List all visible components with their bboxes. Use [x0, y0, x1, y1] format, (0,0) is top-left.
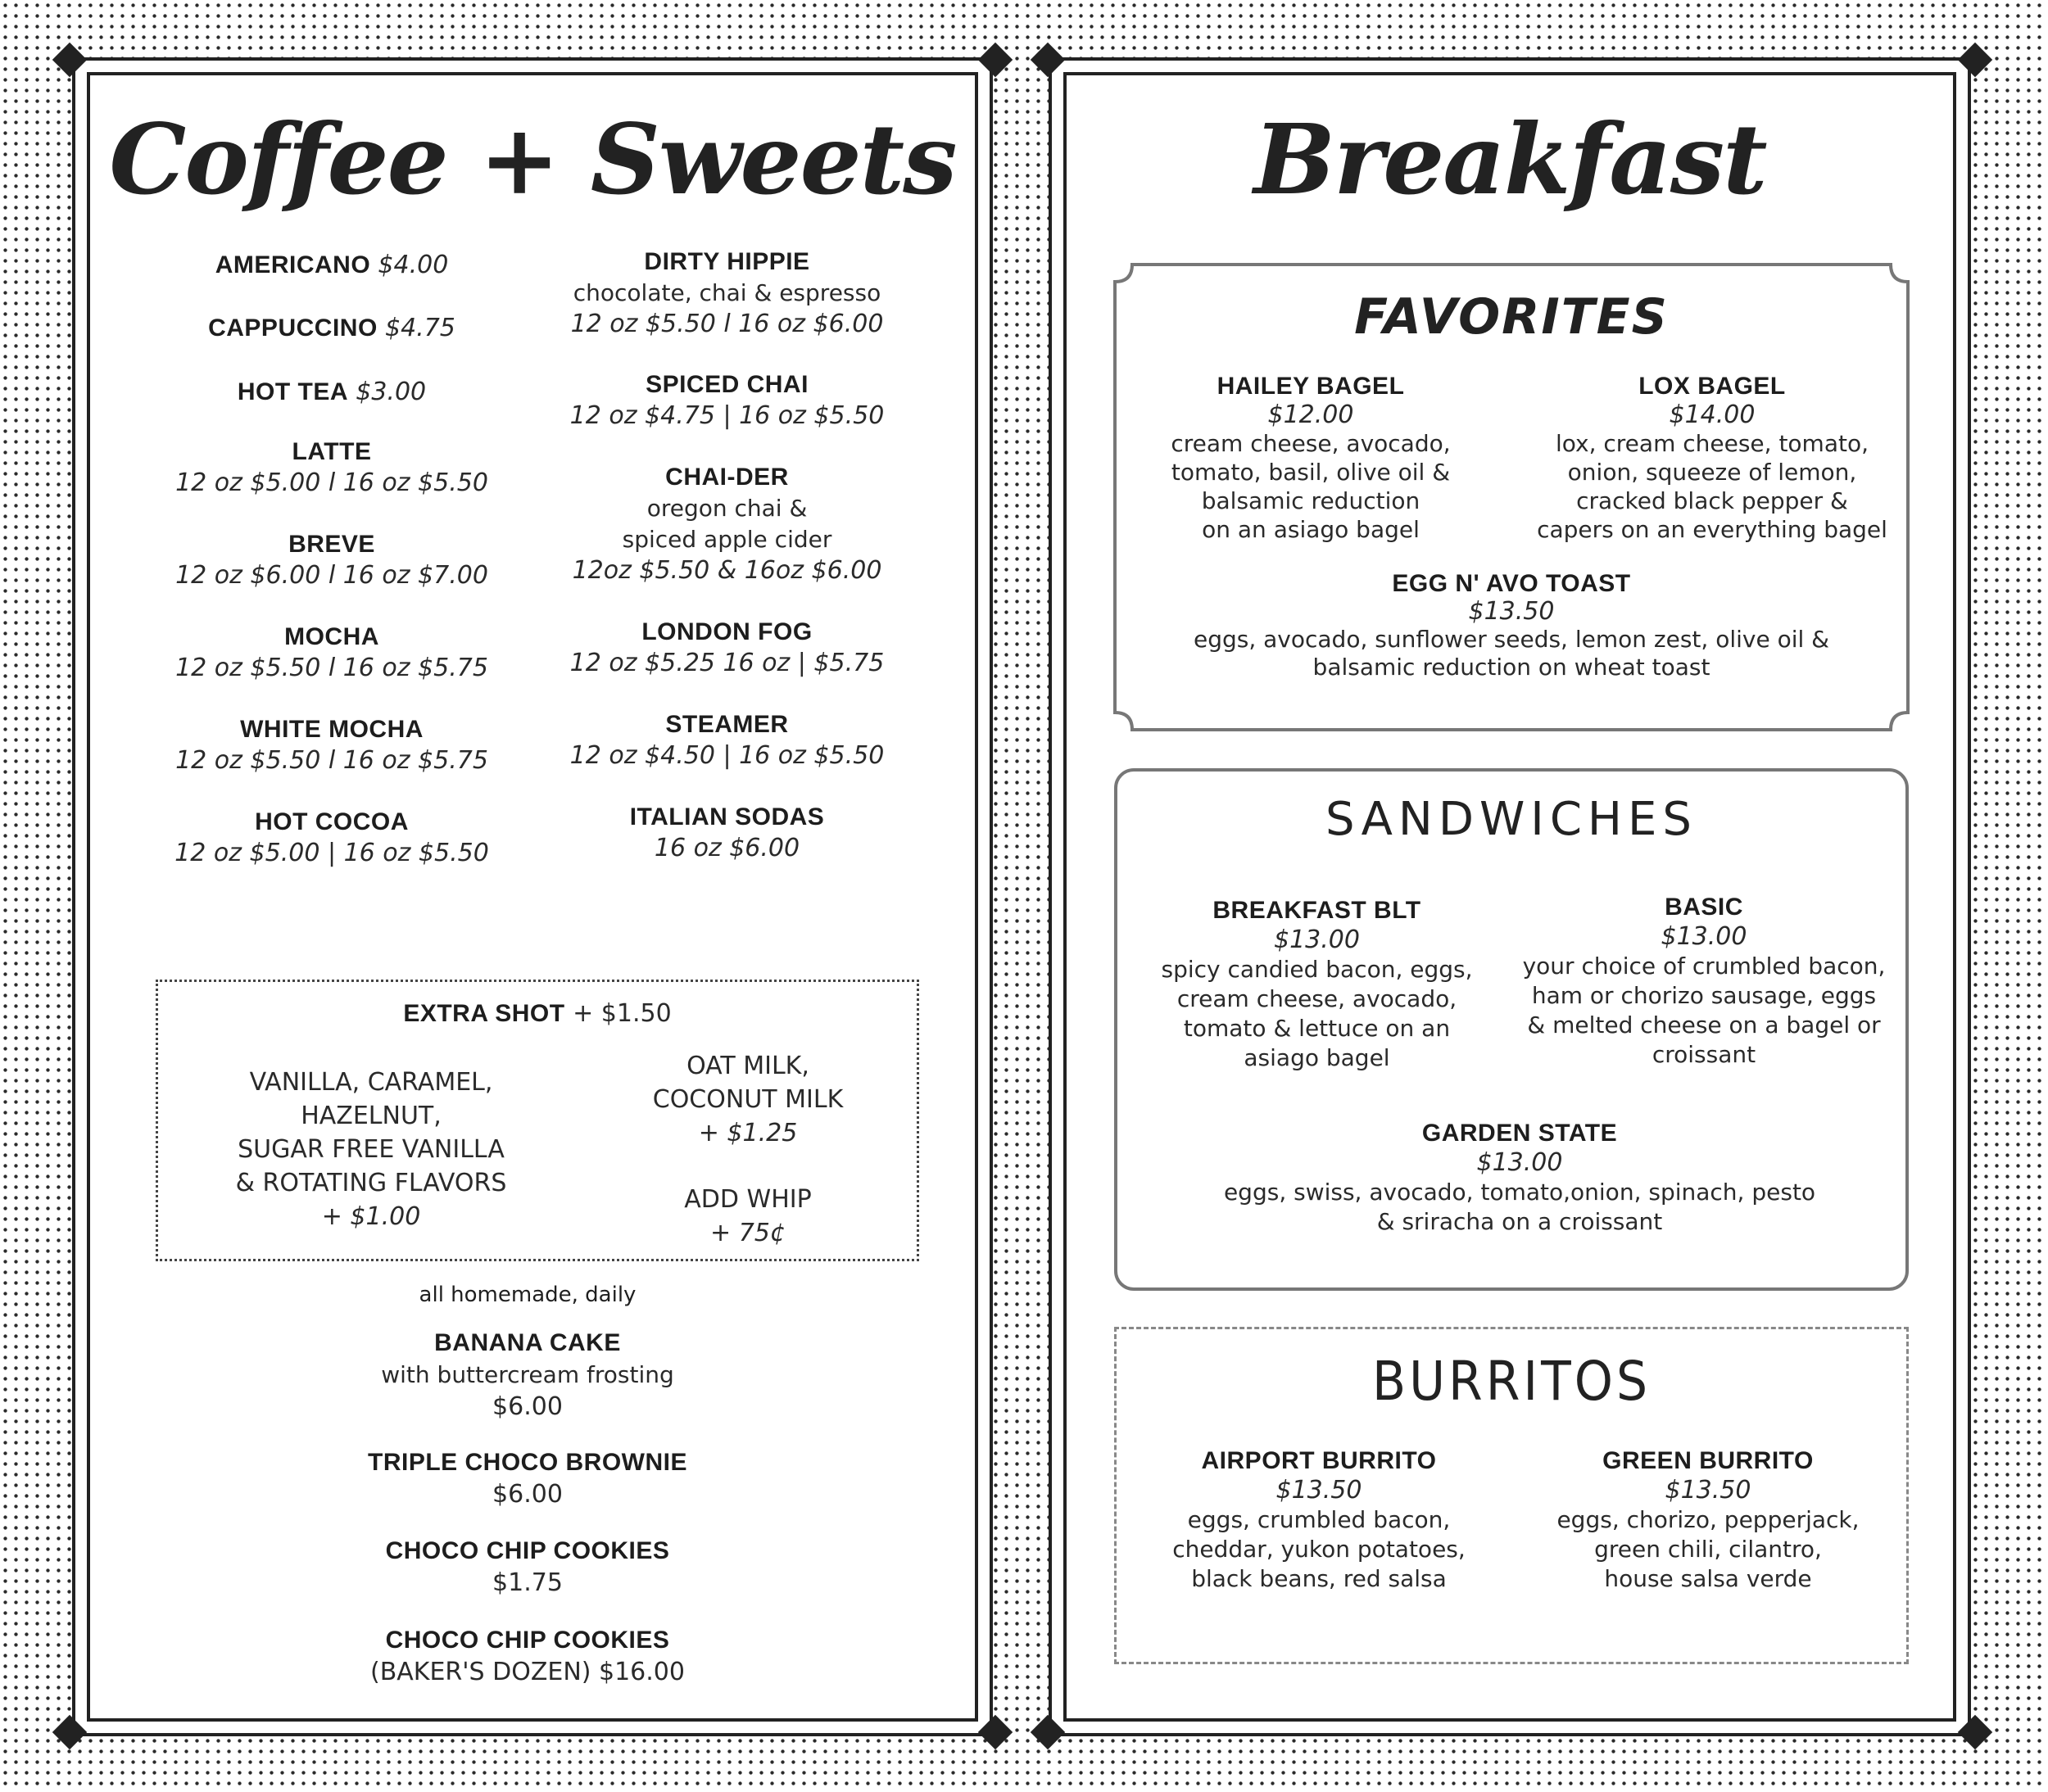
menu-item — [524, 709, 930, 772]
item-price: 12 oz $5.50 l 16 oz $5.75 — [175, 654, 488, 682]
item-name: HAILEY BAGEL — [1217, 373, 1405, 400]
item-price: 12 oz $5.00 l 16 oz $5.50 — [175, 468, 488, 497]
favorite-item — [1524, 372, 1901, 544]
sweet-price: (BAKER'S DOZEN) $16.00 — [370, 1658, 685, 1686]
extra-shot-price: + $1.50 — [573, 999, 672, 1028]
item-price: 12 oz $5.50 l 16 oz $6.00 — [570, 310, 884, 338]
item-desc: black beans, red salsa — [1191, 1565, 1447, 1592]
sandwich-item — [1130, 1119, 1909, 1237]
milk-line: OAT MILK, — [686, 1052, 809, 1080]
item-desc: spiced apple cider — [622, 526, 832, 553]
sweets-note: all homemade, daily — [419, 1283, 637, 1307]
item-price: 12 oz $5.50 l 16 oz $5.75 — [175, 746, 488, 775]
flavor-addons — [191, 1066, 551, 1233]
item-desc: chocolate, chai & espresso — [573, 279, 881, 306]
breakfast-title: Breakfast — [1253, 102, 1766, 216]
item-price: 12 oz $4.50 | 16 oz $5.50 — [569, 741, 885, 770]
sweet-name: BANANA CAKE — [434, 1329, 621, 1356]
item-price: $4.75 — [385, 314, 455, 342]
menu-item — [524, 617, 930, 679]
milk-line: COCONUT MILK — [652, 1085, 844, 1114]
flavor-line: SUGAR FREE VANILLA — [238, 1135, 505, 1164]
item-name: LONDON FOG — [641, 618, 813, 645]
item-name: GREEN BURRITO — [1602, 1447, 1814, 1474]
item-desc: eggs, crumbled bacon, — [1187, 1506, 1451, 1533]
favorites-title: FAVORITES — [1354, 288, 1669, 346]
item-price: 12 oz $5.00 | 16 oz $5.50 — [174, 839, 489, 867]
whip-label: ADD WHIP — [684, 1185, 812, 1214]
sandwich-item — [1516, 893, 1892, 1070]
menu-item — [524, 369, 930, 432]
extra-shot-name: EXTRA SHOT — [403, 1000, 565, 1027]
item-desc: asiago bagel — [1244, 1044, 1390, 1071]
item-name: AMERICANO — [215, 251, 371, 278]
item-desc: eggs, swiss, avocado, tomato,onion, spinach, pesto — [1223, 1179, 1816, 1206]
item-name: DIRTY HIPPIE — [644, 248, 810, 275]
item-desc: spicy candied bacon, eggs, — [1161, 956, 1473, 983]
item-name: BREAKFAST BLT — [1212, 897, 1421, 924]
item-desc: cracked black pepper & — [1576, 487, 1848, 514]
item-desc: & sriracha on a croissant — [1376, 1208, 1663, 1235]
item-desc: oregon chai & — [646, 495, 808, 522]
item-desc: on an asiago bagel — [1202, 516, 1420, 543]
item-price: 12oz $5.50 & 16oz $6.00 — [572, 556, 882, 585]
item-desc: balsamic reduction on wheat toast — [1312, 654, 1710, 681]
item-name: SPICED CHAI — [646, 371, 809, 398]
flavor-line: & ROTATING FLAVORS — [235, 1169, 507, 1197]
menu-item — [524, 247, 930, 340]
item-name: LOX BAGEL — [1638, 373, 1786, 400]
item-name: STEAMER — [665, 711, 789, 738]
item-desc: tomato, basil, olive oil & — [1171, 459, 1451, 486]
menu-item — [131, 529, 532, 591]
sweet-item — [318, 1624, 737, 1688]
menu-item — [131, 249, 532, 281]
item-price: $13.00 — [1476, 1148, 1563, 1177]
burrito-item — [1532, 1446, 1884, 1594]
item-name: LATTE — [292, 438, 372, 465]
flavor-line: HAZELNUT, — [301, 1102, 442, 1130]
menu-item — [131, 622, 532, 684]
sweet-price: $1.75 — [492, 1568, 563, 1597]
coffee-sweets-title: Coffee + Sweets — [109, 102, 956, 216]
item-desc: balsamic reduction — [1201, 487, 1420, 514]
sweet-item — [318, 1327, 737, 1423]
item-desc: eggs, chorizo, pepperjack, — [1556, 1506, 1860, 1533]
item-desc: your choice of crumbled bacon, — [1522, 953, 1886, 980]
item-desc: cream cheese, avocado, — [1171, 430, 1451, 457]
item-desc: eggs, avocado, sunflower seeds, lemon zest, olive oil & — [1193, 626, 1830, 653]
item-price: $12.00 — [1267, 400, 1354, 429]
sweet-name: TRIPLE CHOCO BROWNIE — [368, 1449, 687, 1476]
item-desc: & melted cheese on a bagel or — [1527, 1011, 1881, 1039]
item-price: 12 oz $6.00 l 16 oz $7.00 — [175, 561, 488, 590]
item-name: ITALIAN SODAS — [629, 803, 825, 830]
burritos-title: BURRITOS — [1371, 1350, 1652, 1414]
burrito-item — [1147, 1446, 1491, 1594]
flavor-line: VANILLA, CARAMEL, — [249, 1068, 493, 1097]
favorite-item — [1130, 570, 1892, 681]
item-price: $14.00 — [1669, 400, 1756, 429]
item-desc: tomato & lettuce on an — [1183, 1015, 1451, 1042]
menu-item — [131, 807, 532, 869]
favorite-item — [1147, 372, 1475, 544]
milk-addons — [617, 1049, 879, 1250]
item-price: $13.50 — [1275, 1476, 1362, 1505]
flavor-price: + $1.00 — [321, 1202, 421, 1231]
sandwich-item — [1147, 896, 1487, 1073]
sandwiches-title: SANDWICHES — [1325, 793, 1697, 846]
item-name: HOT TEA — [237, 378, 349, 405]
sweet-item — [318, 1535, 737, 1599]
item-price: $13.50 — [1665, 1476, 1751, 1505]
item-desc: lox, cream cheese, tomato, — [1555, 430, 1869, 457]
item-price: $13.00 — [1274, 925, 1360, 954]
sweet-price: $6.00 — [492, 1480, 563, 1509]
menu-item — [131, 376, 532, 408]
item-price: $13.50 — [1468, 597, 1555, 626]
item-name: HOT COCOA — [255, 808, 409, 835]
item-desc: house salsa verde — [1604, 1565, 1812, 1592]
item-name: CAPPUCCINO — [208, 315, 378, 342]
item-desc: cheddar, yukon potatoes, — [1172, 1536, 1466, 1563]
menu-item — [131, 437, 532, 499]
item-price: 16 oz $6.00 — [654, 834, 800, 862]
item-name: WHITE MOCHA — [240, 716, 424, 743]
item-name: BASIC — [1665, 894, 1743, 921]
item-name: GARDEN STATE — [1421, 1120, 1618, 1147]
item-name: MOCHA — [284, 623, 379, 650]
item-price: $3.00 — [356, 378, 427, 406]
addons-box — [156, 980, 919, 1261]
item-price: $13.00 — [1661, 922, 1747, 951]
item-price: 12 oz $4.75 | 16 oz $5.50 — [569, 401, 885, 430]
item-desc: cream cheese, avocado, — [1176, 985, 1457, 1012]
menu-item — [524, 802, 930, 864]
menu-item — [131, 714, 532, 776]
sweet-item — [318, 1446, 737, 1510]
item-desc: green chili, cilantro, — [1594, 1536, 1822, 1563]
sweet-name: CHOCO CHIP COOKIES — [385, 1537, 670, 1564]
whip-price: + 75¢ — [710, 1219, 786, 1247]
item-name: AIRPORT BURRITO — [1201, 1447, 1437, 1474]
item-name: CHAI-DER — [665, 464, 789, 491]
item-desc: onion, squeeze of lemon, — [1567, 459, 1857, 486]
item-name: EGG N' AVO TOAST — [1392, 570, 1631, 597]
menu-item — [524, 462, 930, 586]
item-desc: capers on an everything bagel — [1537, 516, 1887, 543]
menu-item — [131, 312, 532, 344]
item-price: $4.00 — [378, 251, 449, 279]
sweet-name: CHOCO CHIP COOKIES — [385, 1627, 670, 1654]
item-desc: croissant — [1652, 1041, 1756, 1068]
item-desc: ham or chorizo sausage, eggs — [1531, 982, 1877, 1009]
item-name: BREVE — [288, 531, 375, 558]
sweet-desc: with buttercream frosting — [381, 1361, 674, 1388]
sweet-price: $6.00 — [492, 1392, 563, 1421]
item-price: 12 oz $5.25 16 oz | $5.75 — [569, 649, 885, 677]
milk-price: + $1.25 — [698, 1119, 798, 1147]
extra-shot-line — [158, 998, 917, 1029]
